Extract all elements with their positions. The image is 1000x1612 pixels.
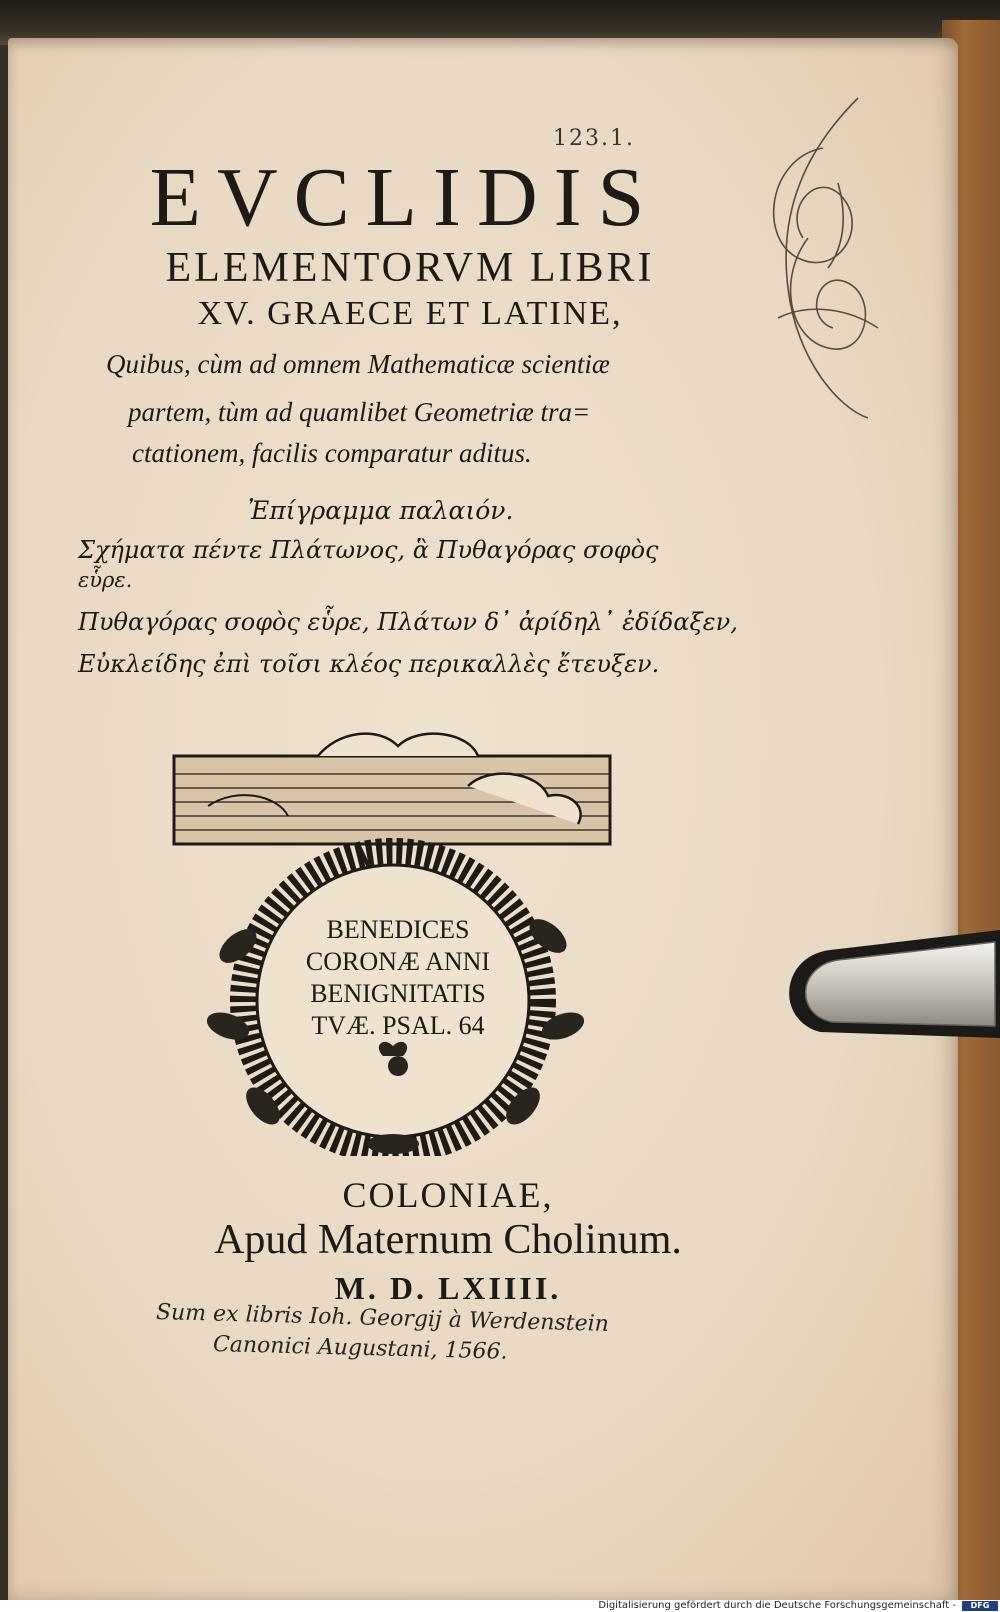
greek-epigram-line: Εὐκλείδης ἐπὶ τοῖσι κλέος περικαλλὲς ἔτευξεν. (78, 650, 660, 678)
imprint-printer: Apud Maternum Cholinum. (214, 1217, 682, 1263)
motto-line: CORONÆ ANNI (305, 947, 491, 976)
imprint-place: COLONIAE, (342, 1175, 554, 1215)
footer-credit: Digitalisierung gefördert durch die Deutsche Forschungsgemeinschaft - (598, 1600, 956, 1611)
epigram-heading: Ἐπίγραμμα παλαιόν. (248, 496, 514, 525)
page-clip-icon (770, 920, 1000, 1060)
shelfmark-note: 123.1. (553, 126, 635, 151)
printer-device-motto (298, 914, 498, 1042)
title-page (8, 38, 958, 1600)
greek-epigram-line: Σχήματα πέντε Πλάτωνος, ἃ Πυθαγόρας σοφὸς (78, 536, 659, 564)
ownership-inscription-line: Sum ex libris Ioh. Georgij à Werdenstein (155, 1300, 610, 1337)
greek-epigram-line: εὗρε. (78, 568, 133, 592)
latin-description-line: ctationem, facilis comparatur aditus. (132, 438, 532, 468)
dfg-logo: DFG (962, 1601, 998, 1611)
motto-line: BENEDICES (326, 915, 470, 944)
imprint-year: M. D. LXIIII. (334, 1270, 562, 1306)
book-subtitle-line-1: ELEMENTORVM LIBRI (165, 245, 655, 291)
handwritten-flourish-icon (748, 88, 898, 428)
book-title: EVCLIDIS (149, 151, 661, 244)
motto-line: TVÆ. PSAL. 64 (311, 1011, 485, 1040)
ownership-inscription-line: Canonici Augustani, 1566. (212, 1332, 508, 1365)
latin-description-line: partem, tùm ad quamlibet Geometriæ tra= (128, 397, 591, 427)
motto-line: BENIGNITATIS (310, 979, 486, 1008)
latin-description-line: Quibus, cùm ad omnem Mathematicæ scientiæ (106, 349, 610, 379)
greek-epigram-line: Πυθαγόρας σοφὸς εὗρε, Πλάτων δ᾽ ἀρίδηλ᾽ ἐδίδαξεν, (78, 608, 738, 636)
book-subtitle-line-2: XV. GRAECE ET LATINE, (197, 295, 623, 332)
digitization-footer (0, 1600, 1000, 1612)
